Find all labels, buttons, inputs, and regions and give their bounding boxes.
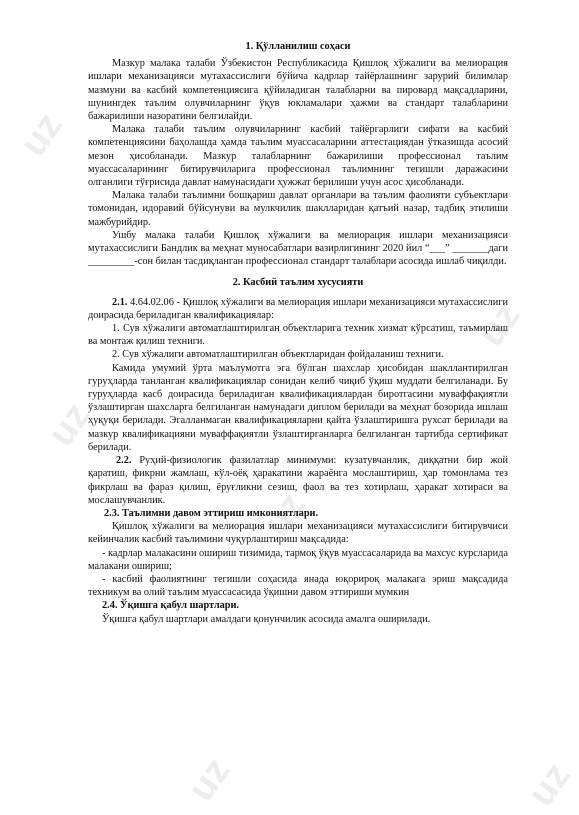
- paragraph: Малака талаби таълим олувчиларнинг касбий тайёргарлиги сифати ва касбий компетенциясини баҳолашда ҳамда таълим муассасаларини аттестациядан ўтказишда асосий мезон ҳисобланади. Мазкур талабларнинг бажарилиши профессионал таълим муассасаларининг битирувчиларига профессионал таълимнинг тегишли даражасини олганлиги тўғрисида давлат намунасидаги ҳужжат берилиши учун асос ҳисобланади.: [88, 124, 508, 189]
- watermark: uz: [180, 750, 239, 810]
- qualification-1: 1. Сув хўжалиги автоматлаштирилган объектларига техник хизмат кўрсатиш, таъмирлаш ва монтаж қилиш техниги.: [88, 323, 508, 348]
- item-2-3-text: Қишлоқ хўжалиги ва мелиорация ишлари механизацияси мутахассислиги битирувчиси кейинчалик касбий таълимини чуқурлаштириш мақсадида:: [88, 521, 508, 546]
- paragraph: Мазкур малака талаби Ўзбекистон Республикасида Қишлоқ хўжалиги ва мелиорация ишлари механизацияси мутахассислиги бўйича кадрлар тайёрлашнинг зарурий билимлар мазмуни ва касбий компетенциясига қўйиладиган талабларни ва пировард мақсадларини, шунингдек таълим олувчиларнинг ўқув юкламалари ҳажми ва стандарт талабларини бажарилиши назоратини белгилайди.: [88, 58, 508, 123]
- item-2-4-text: Ўқишга қабул шартлари амалдаги қонунчилик асосида амалга оширилади.: [102, 613, 431, 625]
- watermark: uz: [470, 295, 529, 355]
- item-2-1-number: 2.1.: [112, 296, 128, 308]
- item-2-1-text: 4.64.02.06 - Қишлоқ хўжалиги ва мелиорация ишлари механизацияси мутахассислиги доирасида бериладиган квалификациялар:: [88, 296, 508, 321]
- paragraph: Камида умумий ўрта маълумотга эга бўлган шахслар ҳисобидан шакллантирилган гуруҳларда танланган квалификациялар сонидан келиб чиқиб ўқиш муддати белгиланади. Бу гуруҳларда касб доирасида бериладиган квалификациялардан биротгасини муваффақиятли ўзлаштирган шахсларга белгиланган намунадаги диплом берилади ва меҳнат бозорида ишлаш ҳуқуқи берилади. Эгалланмаган квалификацияларни қайта ўзлаштиришга рухсат берилади ва мазкур квалификацияни муваффақиятли ўзлаштирганларга белгиланган тартибда сертификат берилади.: [88, 362, 508, 453]
- dash-item-2: - касбий фаолиятнинг тегишли соҳасида янада юқорироқ малакага эриш мақсадида техникум ва олий таълим муассасасида ўқишни давом эттириши мумкин: [88, 573, 508, 599]
- section-1-title: 1. Қўлланилиш соҳаси: [245, 41, 351, 52]
- dash-item-1: - кадрлар малакасини ошириш тизимида, тармоқ ўқув муассасаларида ва махсус курсларида малакани ошириш;: [88, 547, 508, 572]
- watermark: uz: [255, 485, 314, 545]
- document-body: [88, 40, 508, 626]
- watermark: uz: [40, 395, 99, 455]
- watermark: uz: [520, 755, 579, 815]
- item-2-1: [88, 296, 508, 322]
- qualification-2: 2. Сув хўжалиги автоматлаштирилган объектларидан фойдаланиш техниги.: [112, 349, 444, 361]
- item-2-4-title: 2.4. Ўқишга қабул шартлари.: [102, 600, 240, 612]
- item-2-2-number: 2.2.: [116, 455, 132, 467]
- section-2-title: 2. Касбий таълим хусусияти: [232, 277, 364, 289]
- paragraph: Ушбу малака талаби Қишлоқ хўжалиги ва мелиорация ишлари механизацияси мутахассислиги Бандлик ва меҳнат муносабатлари вазирлигининг 2020 йил “___” _______даги _________-сон билан тасдиқланган профессионал стандарт талаблари асосида ишлаб чиқилди.: [88, 229, 508, 268]
- paragraph: Малака талаби таълимни бошқариш давлат органлари ва таълим фаолияти субъектлари томонидан, идоравий бўйсунуви ва мулкчилик шаклларидан қатъий назар, тадбиқ этилиши мажбурийдир.: [88, 190, 508, 228]
- item-2-3-title: 2.3. Таълимни давом эттириш имкониятлари.: [104, 507, 319, 519]
- item-2-2-text: Руҳий-физиологик фазилатлар минимуми: кузатувчанлик, диққатни бир жой қаратиш, фикрни жамлаш, кўл-оёқ ҳаракатини жараёнга мослаштириш, ҳар томонлама тез фикрлаш ва фараз қилиш, ёруғликни сезиш, фаол ва тез хотирлаш, ҳаракат хотираси ва мослашувчанлик.: [88, 455, 508, 506]
- item-2-2: [88, 454, 508, 507]
- watermark: uz: [12, 105, 71, 165]
